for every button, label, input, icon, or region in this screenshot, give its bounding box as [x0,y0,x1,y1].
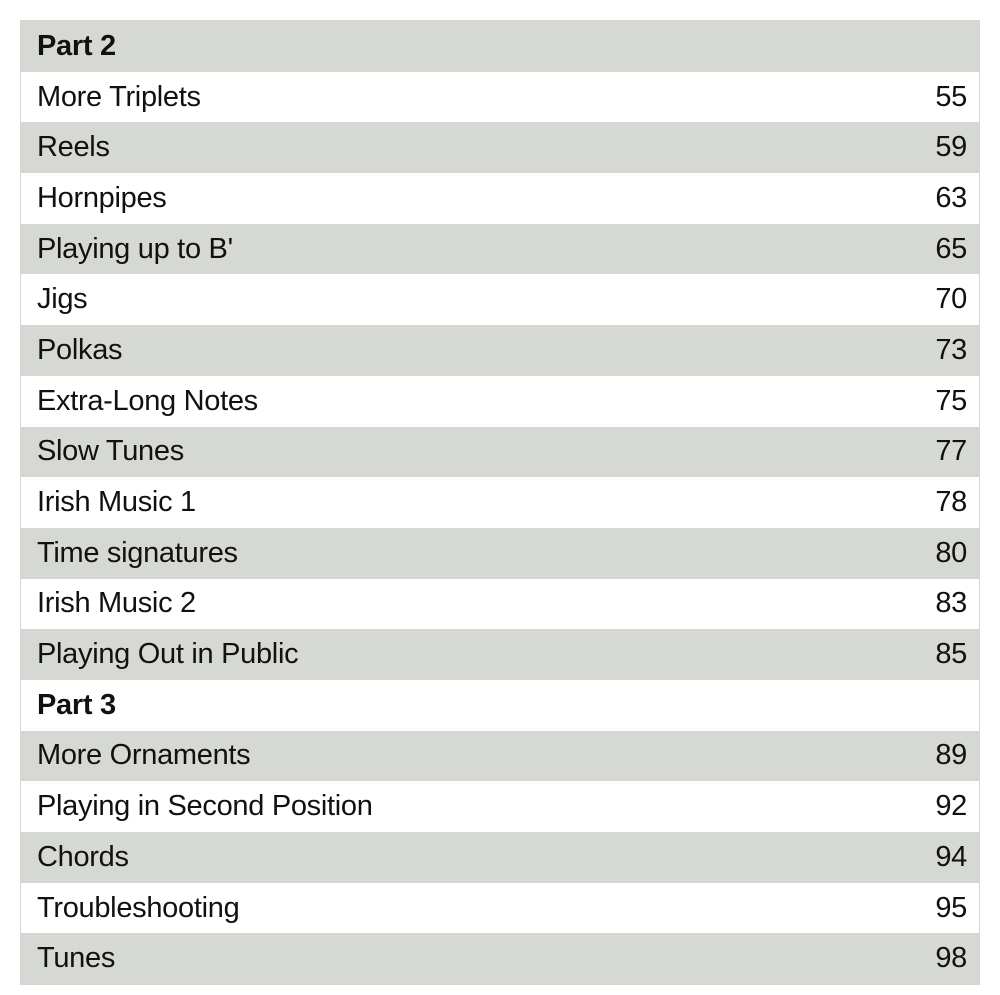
toc-entry [21,528,979,579]
section-header-part-3 [21,680,979,731]
toc-entry [21,731,979,782]
page-number: 55 [935,80,967,113]
toc-entry [21,579,979,630]
toc-entry [21,629,979,680]
toc-entry [21,477,979,528]
page-number: 78 [935,486,967,519]
entry-title: Troubleshooting [37,891,240,924]
toc-entry [21,274,979,325]
page-number: 80 [935,536,967,569]
toc-entry [21,122,979,173]
entry-title: Jigs [37,283,88,316]
entry-title: Polkas [37,333,123,366]
page-number: 92 [935,790,967,823]
toc-entry [21,933,979,984]
page-number: 65 [935,232,967,265]
entry-title: Chords [37,840,129,873]
entry-title: Time signatures [37,536,238,569]
section-header-part-2 [21,21,979,72]
toc-entry [21,427,979,478]
toc-entry [21,325,979,376]
entry-title: Hornpipes [37,181,167,214]
toc-entry [21,72,979,123]
entry-title: Playing up to B' [37,232,233,265]
page-number: 70 [935,283,967,316]
entry-title: Playing Out in Public [37,638,299,671]
page-number: 95 [935,891,967,924]
entry-title: More Triplets [37,80,201,113]
page-number: 75 [935,384,967,417]
entry-title: Slow Tunes [37,435,184,468]
entry-title: Tunes [37,942,116,975]
entry-title: Extra-Long Notes [37,384,258,417]
entry-title: Irish Music 1 [37,486,196,519]
entry-title: Playing in Second Position [37,790,373,823]
page-number: 89 [935,739,967,772]
page-number: 73 [935,333,967,366]
toc-entry [21,376,979,427]
toc-entry [21,173,979,224]
toc-entry [21,224,979,275]
page-number: 98 [935,942,967,975]
toc-entry [21,883,979,934]
entry-title: More Ornaments [37,739,251,772]
page-number: 77 [935,435,967,468]
section-title: Part 3 [37,688,116,721]
entry-title: Reels [37,131,110,164]
entry-title: Irish Music 2 [37,587,196,620]
page-number: 94 [935,840,967,873]
page-number: 83 [935,587,967,620]
page-number: 63 [935,181,967,214]
page-number: 85 [935,638,967,671]
page-number: 59 [935,131,967,164]
table-of-contents [20,20,980,985]
toc-entry [21,781,979,832]
toc-entry [21,832,979,883]
section-title: Part 2 [37,29,116,62]
